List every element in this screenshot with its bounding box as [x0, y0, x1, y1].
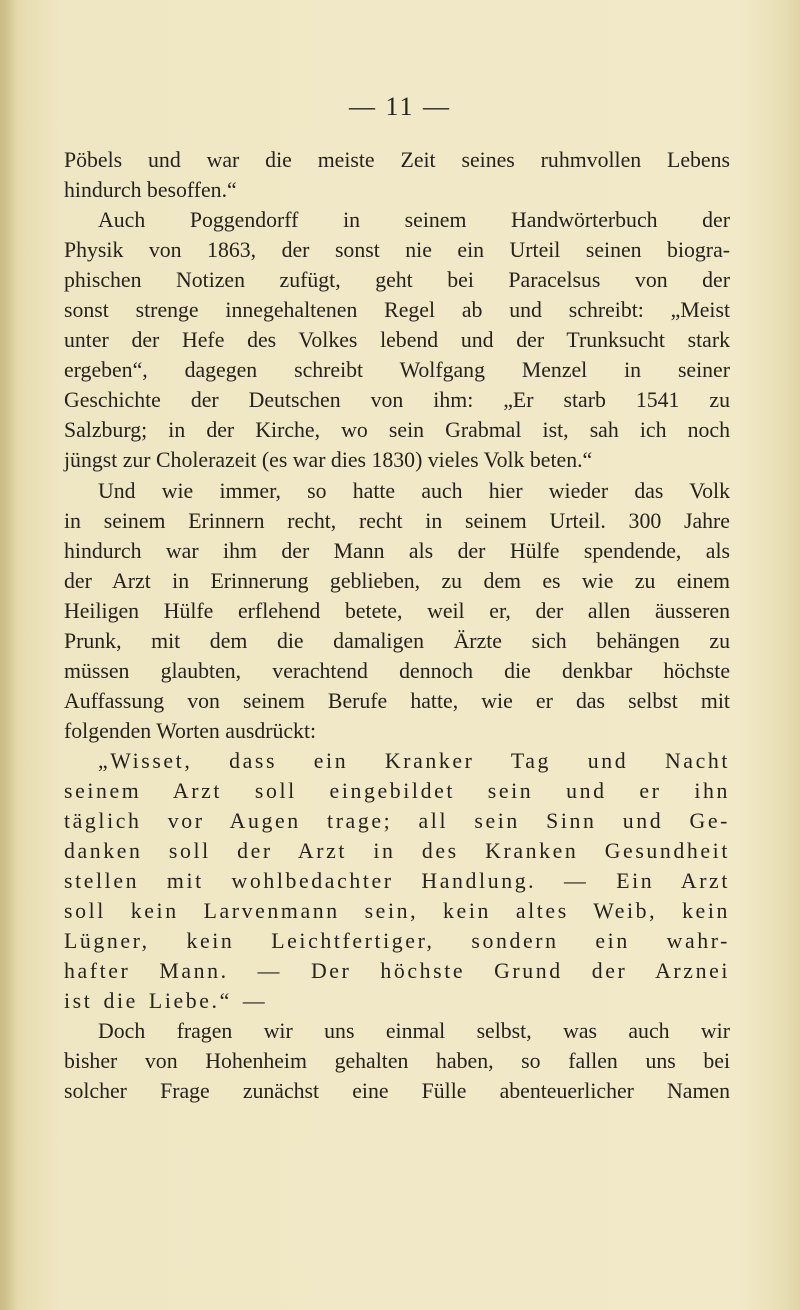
page-number: — 11 — — [348, 92, 452, 121]
text-line: Salzburg; in der Kirche, wo sein Grabmal ist, sah ich noch — [64, 418, 730, 443]
text-line: Auffassung von seinem Berufe hatte, wie er das selbst mit — [64, 688, 730, 713]
text-line: hindurch besoffen.“ — [64, 178, 237, 203]
text-line: sonst strenge innegehaltenen Regel ab und schreibt: „Meist — [64, 298, 730, 323]
quote-line: „Wisset, dass ein Kranker Tag und Nacht — [98, 748, 730, 773]
text-line: bisher von Hohenheim gehalten haben, so fallen uns bei — [64, 1049, 730, 1074]
text-line: der Arzt in Erinnerung geblieben, zu dem es wie zu einem — [64, 568, 730, 593]
text-line: Physik von 1863, der sonst nie ein Urteil seinen biogra- — [64, 238, 730, 263]
text-line: Heiligen Hülfe erflehend betete, weil er, der allen äusseren — [64, 598, 730, 623]
text-line: ergeben“, dagegen schreibt Wolfgang Menzel in seiner — [64, 358, 730, 383]
quote-line: danken soll der Arzt in des Kranken Gesundheit — [64, 839, 730, 864]
text-line: phischen Notizen zufügt, geht bei Paracelsus von der — [64, 268, 730, 293]
text-line: Prunk, mit dem die damaligen Ärzte sich behängen zu — [64, 628, 730, 653]
quote-line: seinem Arzt soll eingebildet sein und er ihn — [64, 778, 730, 803]
quote-line: Lügner, kein Leichtfertiger, sondern ein wahr- — [64, 929, 730, 954]
quote-line: ist die Liebe.“ — — [64, 989, 268, 1014]
body-text — [64, 145, 730, 1107]
text-line: in seinem Erinnern recht, recht in seinem Urteil. 300 Jahre — [64, 508, 730, 533]
text-line: Und wie immer, so hatte auch hier wieder das Volk — [98, 478, 730, 503]
text-line: folgenden Worten ausdrückt: — [64, 718, 317, 743]
text-line: Doch fragen wir uns einmal selbst, was auch wir — [98, 1019, 730, 1044]
quote-line: stellen mit wohlbedachter Handlung. — Ein Arzt — [64, 869, 730, 894]
text-line: unter der Hefe des Volkes lebend und der Trunksucht stark — [64, 328, 730, 353]
quote-line: täglich vor Augen trage; all sein Sinn und Ge- — [64, 809, 730, 834]
quote-line: soll kein Larvenmann sein, kein altes Weib, kein — [64, 899, 730, 924]
page-binding-shadow — [0, 0, 18, 1310]
text-line: solcher Frage zunächst eine Fülle abenteuerlicher Namen — [64, 1079, 730, 1104]
text-line: Geschichte der Deutschen von ihm: „Er starb 1541 zu — [64, 388, 730, 413]
text-line: Pöbels und war die meiste Zeit seines ruhmvollen Lebens — [64, 148, 730, 172]
text-line: müssen glaubten, verachtend dennoch die denkbar höchste — [64, 658, 730, 683]
paracelsus-quote — [64, 746, 730, 1016]
text-line: jüngst zur Cholerazeit (es war dies 1830) vieles Volk beten.“ — [64, 448, 593, 473]
quote-line: hafter Mann. — Der höchste Grund der Arznei — [64, 959, 730, 984]
text-line: hindurch war ihm der Mann als der Hülfe spendende, als — [64, 538, 730, 563]
text-line: Auch Poggendorff in seinem Handwörterbuch der — [98, 208, 730, 233]
